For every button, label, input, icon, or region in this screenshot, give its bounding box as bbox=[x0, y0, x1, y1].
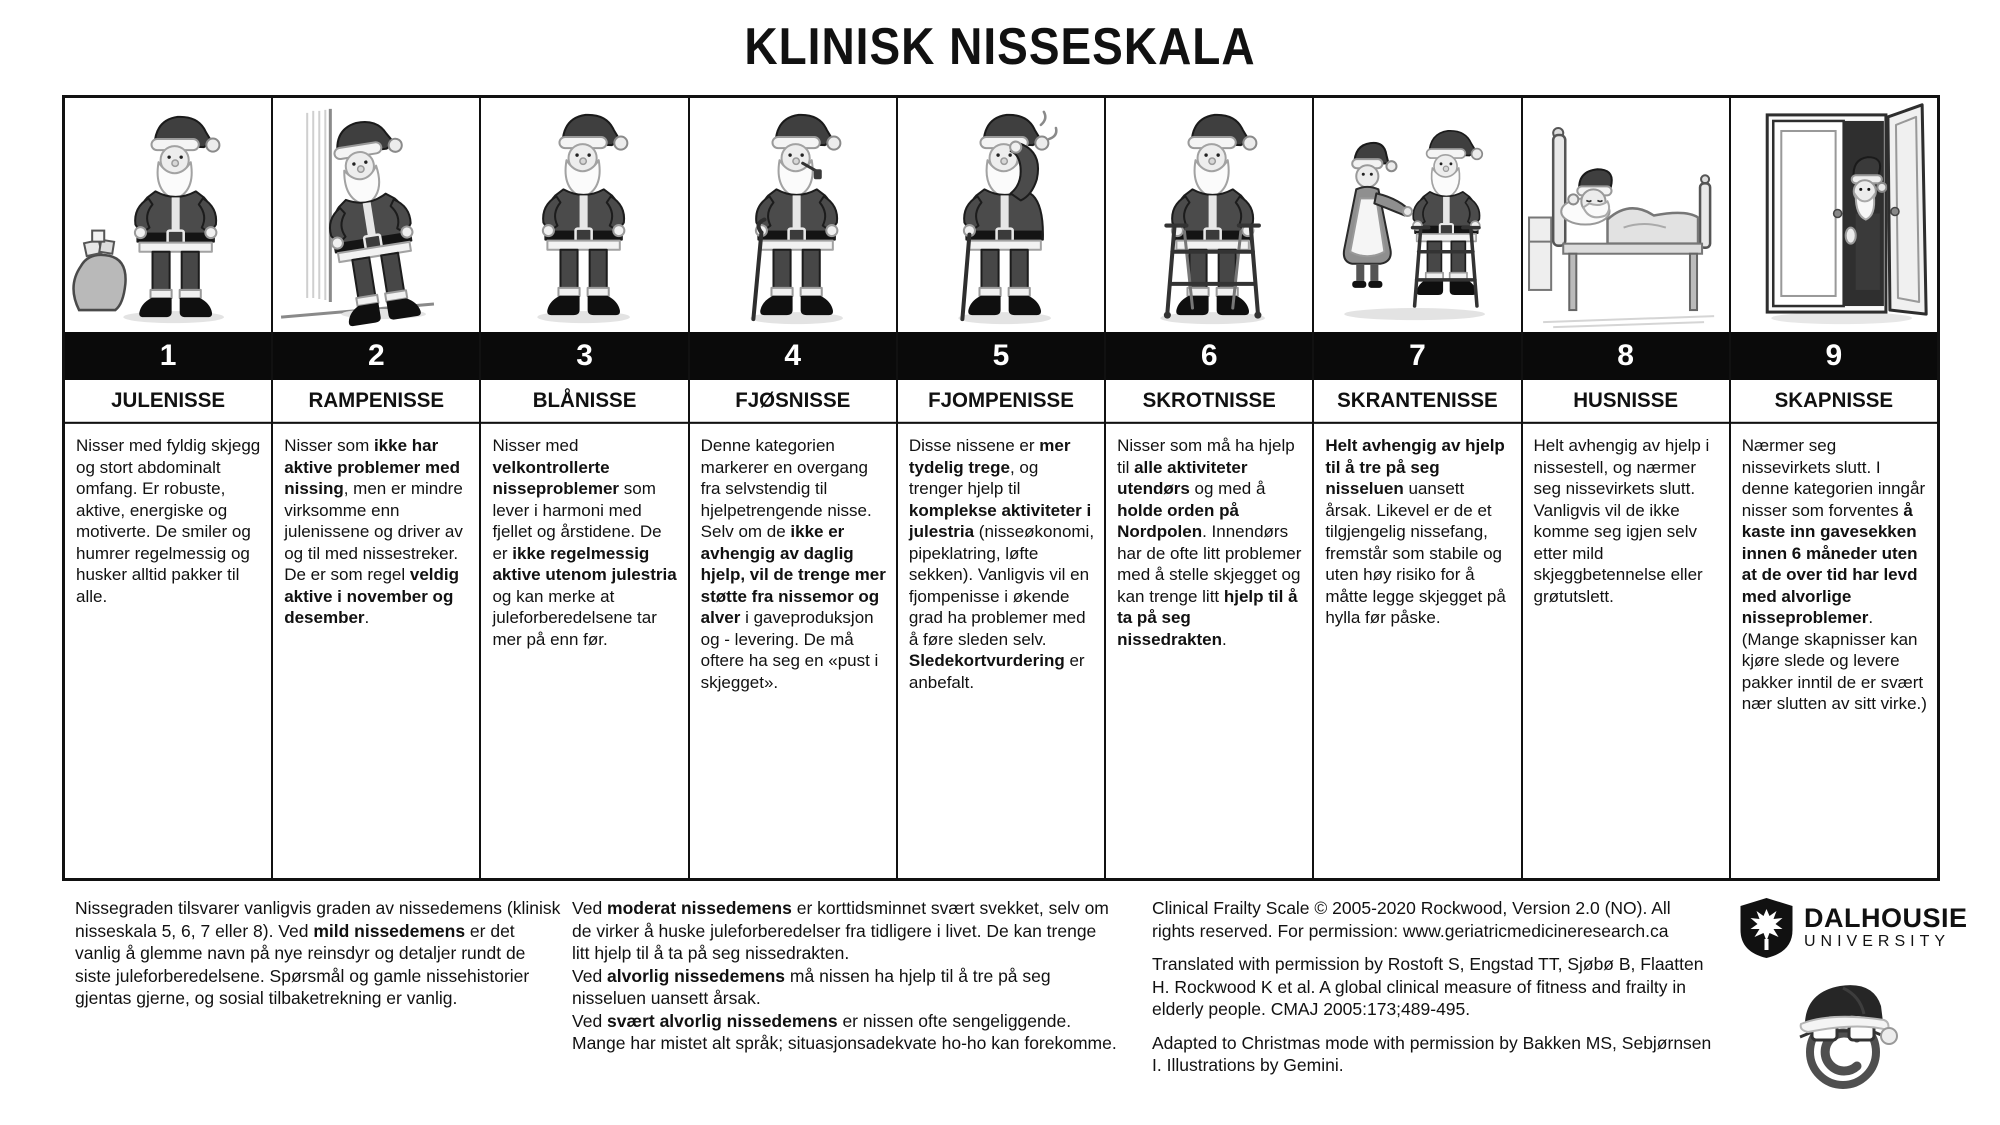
grade-number-2: 2 bbox=[273, 332, 479, 380]
grade-number-6: 6 bbox=[1106, 332, 1312, 380]
grade-description-skrotnisse: Nisser som må ha hjelp til alle aktiviteter utendørs og med å holde orden på Nordpolen. Innendørs har de ofte litt problemer med å stelle skjegget og kan trenge litt hjelp til å ta på seg nissedrakten. bbox=[1117, 436, 1302, 649]
credit-copyright: Clinical Frailty Scale © 2005-2020 Rockwood, Version 2.0 (NO). All rights reserved. For permission: www.geriatricmedicineresearch.ca bbox=[1152, 898, 1671, 941]
grade-number-4: 4 bbox=[690, 332, 896, 380]
grade-description-blaanisse: Nisser med velkontrollerte nisseproblemer som lever i harmoni med fjellet og årstidene. De er ikke regelmessig aktive utenom julestria og kan merke at juleforberedelsene tar mer på enn før. bbox=[492, 436, 677, 649]
mrs-claus-helping-frail-santa-with-walker-icon bbox=[1314, 98, 1520, 332]
santa-with-walker-icon bbox=[1106, 98, 1312, 332]
grade-number-3: 3 bbox=[481, 332, 687, 380]
footnote-mild-nissedemens: Nissegraden tilsvarer vanligvis graden av nissedemens (klinisk nisseskala 5, 6, 7 eller 8). Ved mild nissedemens er det vanlig å glemme navn på nye reinsdyr og detaljer rundt de siste juleforberedelsene. Spørsmål og gamle nissehistorier gjentas gjerne, og sosial tilbaketrekning er vanlig. bbox=[75, 898, 561, 1008]
grade-description-fjompenisse: Disse nissene er mer tydelig trege, og trenger hjelp til komplekse aktiviteter i julestria (nisseøkonomi, pipeklatring, løfte sekken). Vanligvis vil en fjompenisse i økende grad ha problemer med å føre sleden selv. Sledekortvurdering er anbefalt. bbox=[908, 436, 1095, 692]
santa-peeking-from-wardrobe-icon bbox=[1731, 98, 1937, 332]
grade-description-skapnisse: Nærmer seg nissevirkets slutt. I denne kategorien inngår nisser som forventes å kaste inn gavesekken innen 6 måneder uten at de over tid har levd med alvorlige nisseproblemer. (Mange skapnisser kan kjøre slede og levere pakker inntil de er svært nær slutten av sitt virke.) bbox=[1741, 436, 1927, 713]
copyright-santa-logo bbox=[1788, 976, 1898, 1094]
jolly-santa-with-gift-sack-icon bbox=[65, 98, 271, 332]
grade-description-fjoesnisse: Denne kategorien markerer en overgang fra selvstendig til hjelpetrengende nisse. Selv om de ikke er avhengig av daglig hjelp, vil de trenge mer støtte fra nissemor og alver i gaveproduksjon og - levering. De må oftere ha seg en «pust i skjegget». bbox=[700, 436, 886, 692]
dalhousie-name: DALHOUSIE bbox=[1804, 903, 1968, 933]
grade-name-blaanisse: BLÅNISSE bbox=[481, 379, 687, 424]
fjoesnisse-illustration bbox=[690, 98, 896, 332]
grade-name-rampenisse: RAMPENISSE bbox=[273, 379, 479, 424]
scale-column-skrotnisse bbox=[1104, 98, 1312, 878]
scale-column-skrantenisse bbox=[1312, 98, 1520, 878]
husnisse-illustration bbox=[1523, 98, 1729, 332]
rampenisse-illustration bbox=[273, 98, 479, 332]
confused-santa-scratching-head-with-cane-icon bbox=[898, 98, 1104, 332]
copyright-symbol-with-santa-hat-and-glasses-icon bbox=[1788, 976, 1898, 1094]
julenisse-illustration bbox=[65, 98, 271, 332]
grade-name-skapnisse: SKAPNISSE bbox=[1731, 379, 1937, 424]
dalhousie-university-logo bbox=[1738, 896, 1968, 960]
grade-description-rampenisse: Nisser som ikke har aktive problemer med nissing, men er mindre virksomme enn julenissene og driver av og til med nissestreker. De er som regel veldig aktive i november og desember. bbox=[284, 436, 463, 627]
scale-column-fjoesnisse bbox=[688, 98, 896, 878]
grade-name-julenisse: JULENISSE bbox=[65, 379, 271, 424]
credit-adaptation: Adapted to Christmas mode with permission by Bakken MS, Sebjørnsen I. Illustrations by Gemini. bbox=[1152, 1032, 1712, 1075]
skrotnisse-illustration bbox=[1106, 98, 1312, 332]
santa-standing-icon bbox=[481, 98, 687, 332]
grade-description-skrantenisse: Helt avhengig av hjelp til å tre på seg nisseluen uansett årsak. Likevel er de et tilgjengelig nissefang, fremstår som stabile og uten høy risiko for å måtte legge skjegget på hylla før påske. bbox=[1325, 436, 1506, 627]
grade-name-skrantenisse: SKRANTENISSE bbox=[1314, 379, 1520, 424]
fjompenisse-illustration bbox=[898, 98, 1104, 332]
credit-translation: Translated with permission by Rostoft S, Engstad TT, Sjøbø B, Flaatten H. Rockwood K et al. A global clinical measure of fitness and frailty in elderly people. CMAJ 2005:173;489-495. bbox=[1152, 954, 1704, 1019]
scale-column-skapnisse bbox=[1729, 98, 1937, 878]
grade-description-husnisse: Helt avhengig av hjelp i nissestell, og nærmer seg nissevirkets slutt. Vanligvis vil de ikke komme seg igjen selv etter mild skjeggbetennelse eller grøtutslett. bbox=[1533, 436, 1710, 606]
grade-number-5: 5 bbox=[898, 332, 1104, 380]
credits bbox=[1152, 897, 1712, 1077]
grade-number-1: 1 bbox=[65, 332, 271, 380]
grade-name-fjoesnisse: FJØSNISSE bbox=[690, 379, 896, 424]
grade-name-skrotnisse: SKROTNISSE bbox=[1106, 379, 1312, 424]
grade-name-fjompenisse: FJOMPENISSE bbox=[898, 379, 1104, 424]
nisseskala-table bbox=[62, 95, 1940, 881]
skrantenisse-illustration bbox=[1314, 98, 1520, 332]
footnote-alvorlig-nissedemens: Ved alvorlig nissedemens må nissen ha hjelp til å tre på seg nisseluen uansett årsak. bbox=[572, 965, 1051, 1008]
grade-description-julenisse: Nisser med fyldig skjegg og stort abdominalt omfang. Er robuste, aktive, energiske og motiverte. De smiler og humrer regelmessig og husker alltid pakker til alle. bbox=[76, 436, 261, 606]
scale-column-fjompenisse bbox=[896, 98, 1104, 878]
footnote-dementia-levels bbox=[572, 897, 1117, 1055]
scale-column-husnisse bbox=[1521, 98, 1729, 878]
santa-lying-in-bed-icon bbox=[1523, 98, 1729, 332]
dalhousie-wordmark bbox=[1804, 904, 1968, 952]
grade-name-husnisse: HUSNISSE bbox=[1523, 379, 1729, 424]
dalhousie-university-label: UNIVERSITY bbox=[1804, 933, 1951, 950]
grade-number-8: 8 bbox=[1523, 332, 1729, 380]
scale-column-rampenisse bbox=[271, 98, 479, 878]
footnote-svaert-alvorlig-nissedemens: Ved svært alvorlig nissedemens er nissen ofte sengeliggende. Mange har mistet alt språk; situasjonsadekvate ho-ho kan forekomme. bbox=[572, 1010, 1117, 1053]
skapnisse-illustration bbox=[1731, 98, 1937, 332]
santa-leaning-against-wall-icon bbox=[273, 98, 479, 332]
santa-with-pipe-and-cane-icon bbox=[690, 98, 896, 332]
dalhousie-eagle-shield-icon bbox=[1738, 896, 1795, 960]
page-title: KLINISK NISSESKALA bbox=[744, 17, 1256, 76]
scale-column-blaanisse bbox=[479, 98, 687, 878]
grade-number-9: 9 bbox=[1731, 332, 1937, 380]
blaanisse-illustration bbox=[481, 98, 687, 332]
scale-column-julenisse bbox=[65, 98, 271, 878]
footnote-moderat-nissedemens: Ved moderat nissedemens er korttidsminnet svært svekket, selv om de virker å huske juleforberedelser fra tidligere i livet. De kan trenge litt hjelp til å ta på seg nissedrakten. bbox=[572, 898, 1109, 963]
grade-number-7: 7 bbox=[1314, 332, 1520, 380]
